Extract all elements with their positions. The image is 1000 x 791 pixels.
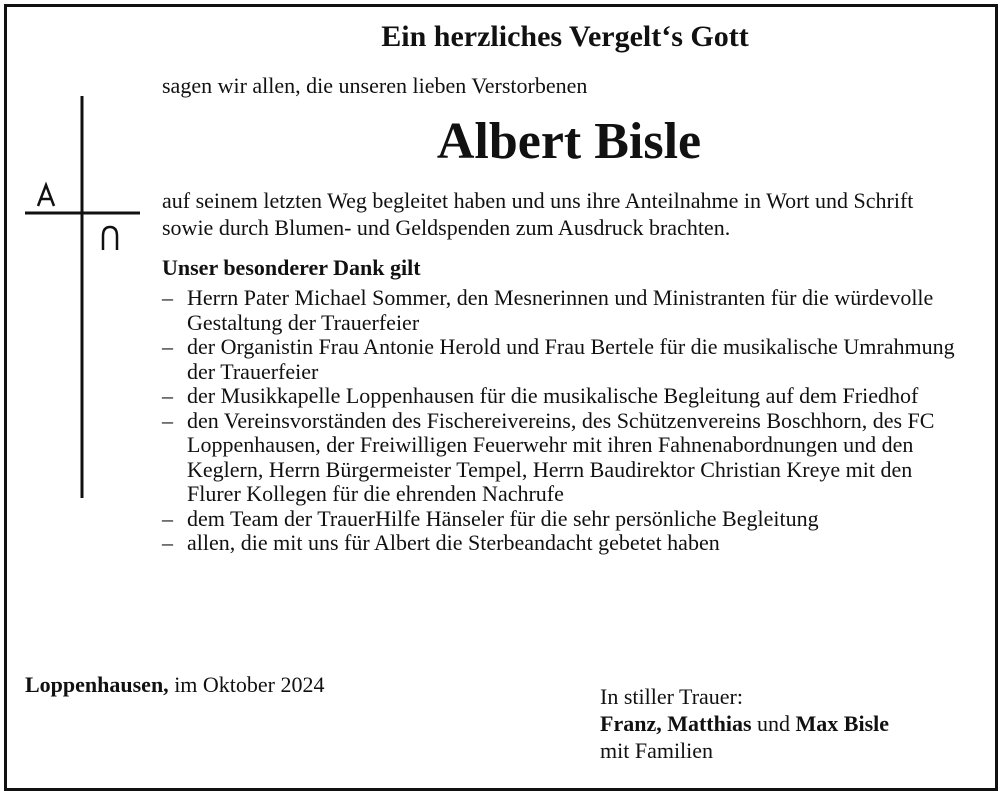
list-item (162, 507, 962, 532)
dash-bullet: – (162, 505, 173, 531)
list-item (162, 384, 962, 409)
list-item-text: Herrn Pater Michael Sommer, den Mesnerinnen und Ministranten für die würdevolle Gestaltung der Trauerfeier (187, 285, 934, 335)
signature-name-1: Franz, Matthias (600, 711, 752, 736)
thanks-list (162, 286, 962, 556)
dash-bullet: – (162, 285, 173, 310)
list-item (162, 531, 962, 556)
list-item (162, 286, 962, 335)
list-item (162, 335, 962, 384)
signature-connector: und (751, 711, 796, 736)
list-item-text: der Musikkapelle Loppenhausen für die musikalische Begleitung auf dem Friedhof (187, 383, 919, 408)
dash-bullet: – (162, 334, 173, 359)
signature-names (600, 710, 889, 737)
thanks-title: Unser besonderer Dank gilt (162, 255, 421, 280)
list-item-text: allen, die mit uns für Albert die Sterbeandacht gebetet haben (187, 530, 720, 555)
list-item (162, 409, 962, 507)
intro-text: sagen wir allen, die unseren lieben Verstorbenen (162, 73, 588, 98)
dash-bullet: – (162, 383, 173, 408)
list-item-text: der Organistin Frau Antonie Herold und Frau Bertele für die musikalische Umrahmung der Trauerfeier (187, 334, 955, 384)
list-item-text: den Vereinsvorständen des Fischereivereins, des Schützenvereins Boschhorn, des FC Loppenhausen, der Freiwilligen Feuerwehr mit ihren Fahnenabordnungen und den Keglern, Herrn Bürgermeister Tempel, Herrn Baudirektor Christian Kreye mit den Flurer Kollegen für die ehrenden Nachrufe (187, 407, 935, 506)
signature-block (600, 683, 889, 764)
place-date (25, 672, 325, 698)
dash-bullet: – (162, 530, 173, 555)
headline: Ein herzliches Vergelt‘s Gott (381, 20, 749, 53)
signature-family: mit Familien (600, 738, 714, 763)
thanks-paragraph: auf seinem letzten Weg begleitet haben und uns ihre Anteilnahme in Wort und Schrift sowie durch Blumen- und Geldspenden zum Ausdruck brachten. (162, 188, 914, 240)
signature-name-2: Max Bisle (795, 711, 890, 736)
place-date-text: im Oktober 2024 (168, 672, 325, 697)
list-item-text: dem Team der TrauerHilfe Hänseler für die sehr persönliche Begleitung (187, 505, 819, 531)
dash-bullet: – (162, 407, 173, 433)
deceased-name: Albert Bisle (436, 113, 702, 170)
signature-line: In stiller Trauer: (600, 684, 743, 709)
place-city: Loppenhausen, (25, 672, 169, 697)
